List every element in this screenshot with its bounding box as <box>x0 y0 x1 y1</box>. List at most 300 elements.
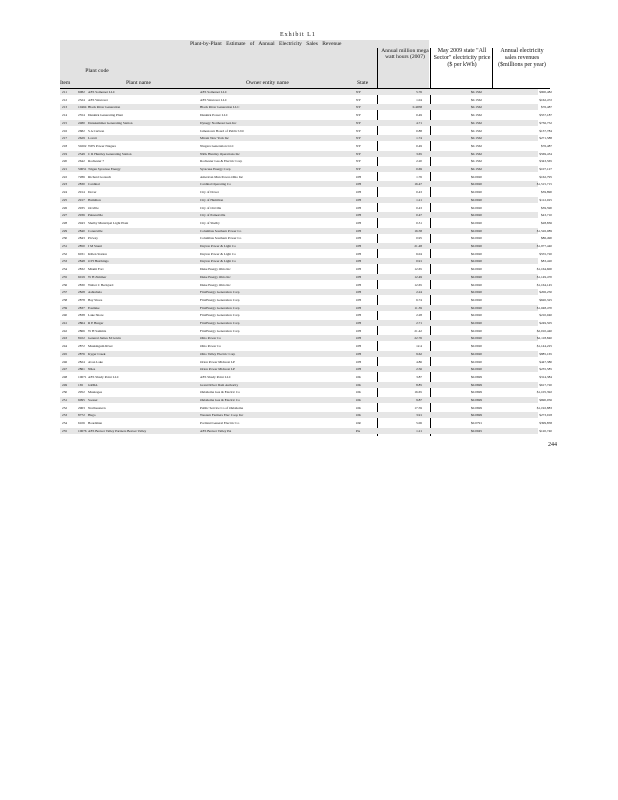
cell-mwh: 16.65 <box>414 390 422 395</box>
table-row <box>60 374 552 380</box>
cell-name: Dunkirk Generating Plant <box>88 113 124 118</box>
cell-code: 2828 <box>78 290 85 295</box>
cell-price: $0.0920 <box>470 305 482 310</box>
cell-state: OR <box>356 421 361 426</box>
page-number: 244 <box>548 442 557 448</box>
cell-state: OH <box>356 267 361 272</box>
cell-price: $0.0920 <box>470 313 482 318</box>
table-row <box>60 143 552 149</box>
cell-name: W H Zimmer <box>88 274 107 279</box>
cell-owner: FirstEnergy Generation Corp <box>200 305 240 310</box>
cell-mwh: 1.76 <box>416 174 422 179</box>
cell-owner: FirstEnergy Generation Corp <box>200 328 240 333</box>
cell-name: R E Burger <box>88 321 104 325</box>
cell-name: Muskingum River <box>88 344 113 349</box>
cell-mwh: 2.28 <box>416 313 422 318</box>
cell-owner: Columbus Southern Power Co <box>200 236 242 241</box>
table-row <box>60 397 552 403</box>
cell-rev: $2,010,440 <box>536 328 552 333</box>
header-item: Item <box>60 80 71 86</box>
cell-name: General James M Gavin <box>88 336 121 341</box>
cell-code: 50202 <box>78 143 87 148</box>
cell-mwh: 12.65 <box>414 267 422 272</box>
header-owner: Owner entity name <box>246 80 289 86</box>
cell-price: $0.0920 <box>470 267 482 272</box>
cell-item: 228 <box>62 220 68 225</box>
cell-mwh: 16.58 <box>414 228 422 233</box>
cell-owner: Black River Generation LLC <box>200 105 240 110</box>
cell-price: $0.0791 <box>470 421 482 426</box>
cell-name: AES Shady Point LLC <box>88 374 119 379</box>
cell-rev: $86,490 <box>540 236 552 241</box>
table-row <box>60 97 552 103</box>
table-row <box>60 282 552 288</box>
cell-item: 232 <box>62 251 68 256</box>
cell-name: C R Huntley Generating Station <box>88 151 132 156</box>
cell-owner: FirstEnergy Generation Corp <box>200 297 240 302</box>
cell-mwh: 0.31 <box>416 220 422 225</box>
cell-state: OH <box>356 359 361 364</box>
cell-name: Lovett <box>88 136 97 141</box>
table-row <box>60 158 552 164</box>
cell-state: OK <box>356 398 361 402</box>
table-row <box>60 189 552 195</box>
cell-rev: $235,585 <box>539 367 552 372</box>
header-mwh: Annual million mega watt hours (2007) <box>381 48 429 61</box>
table-row <box>60 366 552 372</box>
cell-item: 252 <box>62 405 68 410</box>
cell-price: $0.0920 <box>470 297 482 302</box>
cell-state: OK <box>356 382 361 387</box>
cell-item: 217 <box>62 136 68 141</box>
cell-name: Conesville <box>88 228 103 233</box>
cell-rev: $343,565 <box>539 159 552 164</box>
cell-price: $0.0920 <box>470 359 482 364</box>
cell-code: 2952 <box>78 390 85 395</box>
cell-owner: Duke Energy Ohio Inc <box>200 282 231 287</box>
cell-item: 223 <box>62 182 68 187</box>
cell-state: OH <box>356 205 361 210</box>
cell-owner: Portland General Electric Co <box>200 421 240 426</box>
cell-price: $0.1562 <box>470 136 482 141</box>
cell-code: 10676 <box>78 428 87 433</box>
cell-rev: $210,040 <box>539 313 552 318</box>
cell-state: OH <box>356 328 361 333</box>
cell-mwh: 3.87 <box>416 374 422 379</box>
cell-code: 2480 <box>78 120 85 125</box>
header-plant-code: Plant code <box>85 68 109 74</box>
table-row <box>60 166 552 172</box>
cell-price: $0.0920 <box>470 205 482 210</box>
cell-owner: Syracuse Energy Corp <box>200 167 231 171</box>
cell-price: $0.0699 <box>470 374 482 379</box>
cell-mwh: 0.91 <box>416 259 422 264</box>
table-row <box>60 343 552 349</box>
cell-item: 250 <box>62 390 68 395</box>
cell-code: 2832 <box>78 267 85 272</box>
cell-item: 231 <box>62 244 68 248</box>
cell-code: 6082 <box>78 90 85 94</box>
cell-code: 2850 <box>78 244 85 248</box>
cell-state: OH <box>356 321 361 325</box>
cell-name: Shelby Municipal Light Plant <box>88 220 129 225</box>
cell-state: OH <box>356 228 361 233</box>
cell-price: $0.1562 <box>470 105 482 110</box>
cell-code: 2943 <box>78 220 85 225</box>
cell-code: 2838 <box>78 313 85 318</box>
cell-owner: AES Westover LLC <box>200 97 228 102</box>
table-row <box>60 128 552 134</box>
cell-price: $0.1562 <box>470 128 482 133</box>
cell-state: OH <box>356 190 361 195</box>
table-row <box>60 382 552 388</box>
cell-state: OH <box>356 236 361 241</box>
cell-owner: AES Somerset LLC <box>200 90 228 94</box>
cell-item: 213 <box>62 105 68 110</box>
cell-state: OH <box>356 213 361 218</box>
cell-item: 251 <box>62 398 68 402</box>
cell-owner: FirstEnergy Generation Corp <box>200 290 240 295</box>
cell-item: 243 <box>62 336 68 341</box>
cell-mwh: 21.48 <box>414 244 422 248</box>
table-row <box>60 135 552 141</box>
table-row <box>60 205 552 211</box>
cell-item: 233 <box>62 259 68 264</box>
cell-name: Eastlake <box>88 305 100 310</box>
cell-code: 2935 <box>78 205 85 210</box>
cell-price: $0.0699 <box>470 413 482 418</box>
cell-code: 2837 <box>78 305 85 310</box>
cell-price: $0.1562 <box>470 159 482 164</box>
cell-item: 224 <box>62 190 68 195</box>
cell-rev: $1,977,440 <box>536 244 552 248</box>
cell-code: 2830 <box>78 182 85 187</box>
cell-item: 211 <box>62 90 67 94</box>
cell-state: OH <box>356 344 361 349</box>
cell-price: $0.0920 <box>470 220 482 225</box>
cell-price: $0.1562 <box>470 167 482 171</box>
table-title-bar <box>60 40 429 48</box>
cell-owner: City of Orrville <box>200 205 222 210</box>
cell-rev: $900,482 <box>539 90 552 94</box>
cell-name: Danskammer Generating Station <box>88 120 133 125</box>
cell-rev: $162,472 <box>539 97 552 102</box>
header-plant-name: Plant name <box>126 80 152 86</box>
cell-code: 10671 <box>78 374 87 379</box>
cell-code: 8772 <box>78 413 85 418</box>
table-row <box>60 297 552 303</box>
cell-rev: $1,515,715 <box>536 182 552 187</box>
cell-rev: $112,025 <box>539 197 552 202</box>
cell-rev: $736,752 <box>539 120 552 125</box>
cell-owner: Jamestown Board of Public Util <box>200 128 244 133</box>
cell-mwh: 0.95 <box>416 236 422 241</box>
cell-code: 8102 <box>78 336 85 341</box>
cell-rev: $76,487 <box>540 105 552 110</box>
cell-code: 2866 <box>78 328 85 333</box>
cell-owner: AES Shady Point LLC <box>200 374 231 379</box>
cell-state: PA <box>356 428 361 433</box>
cell-state: OH <box>356 220 361 225</box>
cell-price: $0.0920 <box>470 251 482 256</box>
cell-price: $0.0920 <box>470 228 482 233</box>
cell-name: Walter C Beckjord <box>88 282 114 287</box>
cell-rev: $273,918 <box>539 413 552 418</box>
divider-price <box>492 48 493 88</box>
cell-name: Dover <box>88 190 97 195</box>
cell-mwh: 0.43 <box>416 205 422 210</box>
cell-owner: Oklahoma Gas & Electric Co <box>200 398 240 402</box>
cell-name: Richard Gorsuch <box>88 174 112 179</box>
table-row <box>60 412 552 418</box>
cell-price: $0.0920 <box>470 290 482 295</box>
cell-mwh: 16.47 <box>414 182 422 187</box>
cell-state: NY <box>356 159 361 164</box>
cell-code: 6019 <box>78 274 85 279</box>
cell-mwh: 12.49 <box>414 274 422 279</box>
cell-owner: Orion Power Midwest LP <box>200 359 235 364</box>
table-row <box>60 174 552 180</box>
cell-rev: $39,890 <box>540 190 552 195</box>
cell-code: 2840 <box>78 228 85 233</box>
cell-owner: City of Hamilton <box>200 197 224 202</box>
cell-code: 2824 <box>78 359 85 364</box>
cell-state: OH <box>356 244 361 248</box>
cell-mwh: 9.87 <box>416 398 422 402</box>
cell-item: 240 <box>62 313 68 318</box>
cell-price: $0.1562 <box>470 143 482 148</box>
cell-code: 2872 <box>78 344 85 349</box>
cell-name: Killen Station <box>88 251 107 256</box>
cell-mwh: 4.71 <box>416 120 422 125</box>
cell-rev: $1,149,470 <box>536 274 552 279</box>
cell-item: 239 <box>62 305 68 310</box>
cell-code: 6031 <box>78 251 85 256</box>
cell-rev: $107,127 <box>539 167 552 171</box>
cell-state: OH <box>356 197 361 202</box>
cell-item: 244 <box>62 344 68 349</box>
cell-rev: $620,325 <box>539 297 552 302</box>
cell-rev: $690,056 <box>539 398 552 402</box>
cell-owner: Duke Energy Ohio Inc <box>200 274 231 279</box>
cell-price: $0.0920 <box>470 182 482 187</box>
cell-state: OK <box>356 413 361 418</box>
cell-name: Sooner <box>88 398 98 402</box>
cell-name: Trigen Syracuse Energy <box>88 167 121 171</box>
cell-price: $0.0920 <box>470 259 482 264</box>
cell-price: $0.0699 <box>470 405 482 410</box>
cell-owner: City of Shelby <box>200 220 220 225</box>
table-row <box>60 359 552 365</box>
cell-rev: $39,590 <box>540 205 552 210</box>
table-row <box>60 235 552 241</box>
cell-item: 249 <box>62 382 68 387</box>
cell-state: NY <box>356 105 361 110</box>
table-row <box>60 112 552 118</box>
cell-mwh: 12.65 <box>414 282 422 287</box>
cell-item: 246 <box>62 359 68 364</box>
cell-mwh: 0.49 <box>416 113 422 118</box>
cell-price: $0.0920 <box>470 321 482 325</box>
cell-price: $0.0920 <box>470 351 482 356</box>
cell-rev: $314,384 <box>539 374 552 379</box>
cell-item: 215 <box>62 120 68 125</box>
cell-owner: Oklahoma Gas & Electric Co <box>200 390 240 395</box>
cell-code: 2629 <box>78 136 85 141</box>
cell-state: OH <box>356 282 361 287</box>
cell-owner: Cardinal Operating Co <box>200 182 231 187</box>
cell-rev: $76,487 <box>540 143 552 148</box>
cell-rev: $1,105,392 <box>536 390 552 395</box>
table-row <box>60 243 552 249</box>
cell-state: OH <box>356 313 361 318</box>
cell-name: W H Sammis <box>88 328 107 333</box>
cell-price: $0.1562 <box>470 113 482 118</box>
cell-price: $0.1562 <box>470 97 482 102</box>
cell-owner: Orion Power Midwest LP <box>200 367 235 372</box>
cell-mwh: 2.20 <box>416 159 422 164</box>
cell-item: 221 <box>62 167 68 171</box>
cell-mwh: 6.04 <box>416 251 422 256</box>
cell-owner: AES Beaver Valley PA <box>200 428 232 433</box>
table-row <box>60 212 552 218</box>
header-price: May 2009 state "All Sector" electricity price ($ per kWh) <box>433 48 491 68</box>
cell-code: 2963 <box>78 405 85 410</box>
cell-code: 165 <box>78 382 84 387</box>
cell-name: Muskogee <box>88 390 103 395</box>
cell-item: 222 <box>62 174 68 179</box>
cell-name: Niles <box>88 367 96 372</box>
table-row <box>60 351 552 357</box>
cell-price: $0.0920 <box>470 336 482 341</box>
cell-mwh: 0.49 <box>416 143 422 148</box>
cell-owner: Dayton Power & Light Co <box>200 244 236 248</box>
cell-item: 226 <box>62 205 68 210</box>
cell-price: $0.0920 <box>470 190 482 195</box>
cell-name: AES Beaver Valley Partners Beaver Valley <box>88 428 147 433</box>
cell-mwh: 0.4958 <box>412 105 422 110</box>
cell-item: 254 <box>62 421 68 426</box>
cell-item: 220 <box>62 159 68 164</box>
cell-state: OH <box>356 259 361 264</box>
cell-name: Ashtabula <box>88 290 102 295</box>
cell-rev: $2,118,840 <box>536 336 552 341</box>
cell-price: $0.0920 <box>470 213 482 218</box>
cell-code: 2682 <box>78 128 85 133</box>
cell-mwh: 12.4 <box>416 344 422 349</box>
cell-state: NY <box>356 136 361 141</box>
cell-rev: $137,784 <box>539 128 552 133</box>
cell-code: 2878 <box>78 297 85 302</box>
cell-mwh: 5.76 <box>416 90 422 94</box>
cell-mwh: 17.59 <box>414 405 422 410</box>
cell-mwh: 3.65 <box>416 151 422 156</box>
cell-name: Hamilton <box>88 197 101 202</box>
cell-state: OH <box>356 297 361 302</box>
cell-item: 229 <box>62 228 68 233</box>
cell-mwh: 22.76 <box>414 336 422 341</box>
cell-owner: Public Service Co of Oklahoma <box>200 405 244 410</box>
column-header-band <box>60 48 429 88</box>
cell-item: 241 <box>62 321 68 325</box>
cell-owner: Grand River Dam Authority <box>200 382 239 387</box>
table-row <box>60 312 552 318</box>
table-row <box>60 120 552 126</box>
header-state: State <box>357 80 369 86</box>
cell-item: 218 <box>62 143 68 148</box>
cell-owner: Ohio Power Co <box>200 336 222 341</box>
table-row <box>60 335 552 341</box>
cell-name: J M Stuart <box>88 244 103 248</box>
cell-mwh: 1.04 <box>416 97 422 102</box>
cell-price: $0.1562 <box>470 90 482 94</box>
table-row <box>60 389 552 395</box>
cell-state: OK <box>356 405 361 410</box>
cell-code: 6095 <box>78 398 85 402</box>
cell-rev: $83,420 <box>540 259 552 264</box>
cell-item: 212 <box>62 97 68 102</box>
cell-state: OH <box>356 305 361 310</box>
cell-rev: $1,048,470 <box>536 305 552 310</box>
cell-price: $0.0699 <box>470 398 482 402</box>
cell-item: 216 <box>62 128 68 133</box>
cell-mwh: 2.71 <box>416 321 422 325</box>
cell-code: 2876 <box>78 351 85 356</box>
cell-name: Miami Fort <box>88 267 104 272</box>
cell-code: 2549 <box>78 151 85 156</box>
cell-name: Avon Lake <box>88 359 103 364</box>
cell-owner: FirstEnergy Generation Corp <box>200 313 240 318</box>
cell-rev: $569,434 <box>539 151 552 156</box>
cell-code: 2864 <box>78 321 85 325</box>
cell-mwh: 4.86 <box>416 359 422 364</box>
cell-code: 2848 <box>78 259 85 264</box>
cell-code: 50651 <box>78 167 87 171</box>
table-row <box>60 228 552 234</box>
cell-code: 10464 <box>78 105 87 110</box>
cell-mwh: 11.39 <box>414 305 422 310</box>
cell-mwh: 6.74 <box>416 297 422 302</box>
header-revenue: Annual electricity sales revenues ($millions per year) <box>498 48 546 68</box>
cell-mwh: 9.62 <box>416 351 422 356</box>
cell-name: WPS Power Niagara <box>88 143 117 148</box>
table-row <box>60 420 552 426</box>
cell-item: 255 <box>62 428 68 433</box>
cell-name: Bay Shore <box>88 297 103 302</box>
cell-code: 2843 <box>78 236 85 241</box>
cell-mwh: 1.74 <box>416 136 422 141</box>
cell-price: $0.0920 <box>470 344 482 349</box>
cell-owner: City of Dover <box>200 190 219 195</box>
cell-code: 7286 <box>78 174 85 179</box>
cell-owner: Dynegy Northeast Gen Inc <box>200 120 237 125</box>
cell-code: 2914 <box>78 190 85 195</box>
cell-mwh: 3.91 <box>416 413 422 418</box>
cell-item: 214 <box>62 113 68 118</box>
cell-rev: $885,165 <box>539 351 552 356</box>
table-row <box>60 258 552 264</box>
cell-price: $0.0920 <box>470 367 482 372</box>
cell-name: Painesville <box>88 213 103 218</box>
cell-owner: Duke Energy Ohio Inc <box>200 267 231 272</box>
cell-state: OH <box>356 274 361 279</box>
cell-name: Lake Shore <box>88 313 104 318</box>
table-row <box>60 151 552 157</box>
cell-owner: Western Farmers Elec Coop Inc <box>200 413 244 418</box>
cell-item: 237 <box>62 290 68 295</box>
cell-state: NY <box>356 90 361 94</box>
cell-price: $0.0920 <box>470 174 482 179</box>
